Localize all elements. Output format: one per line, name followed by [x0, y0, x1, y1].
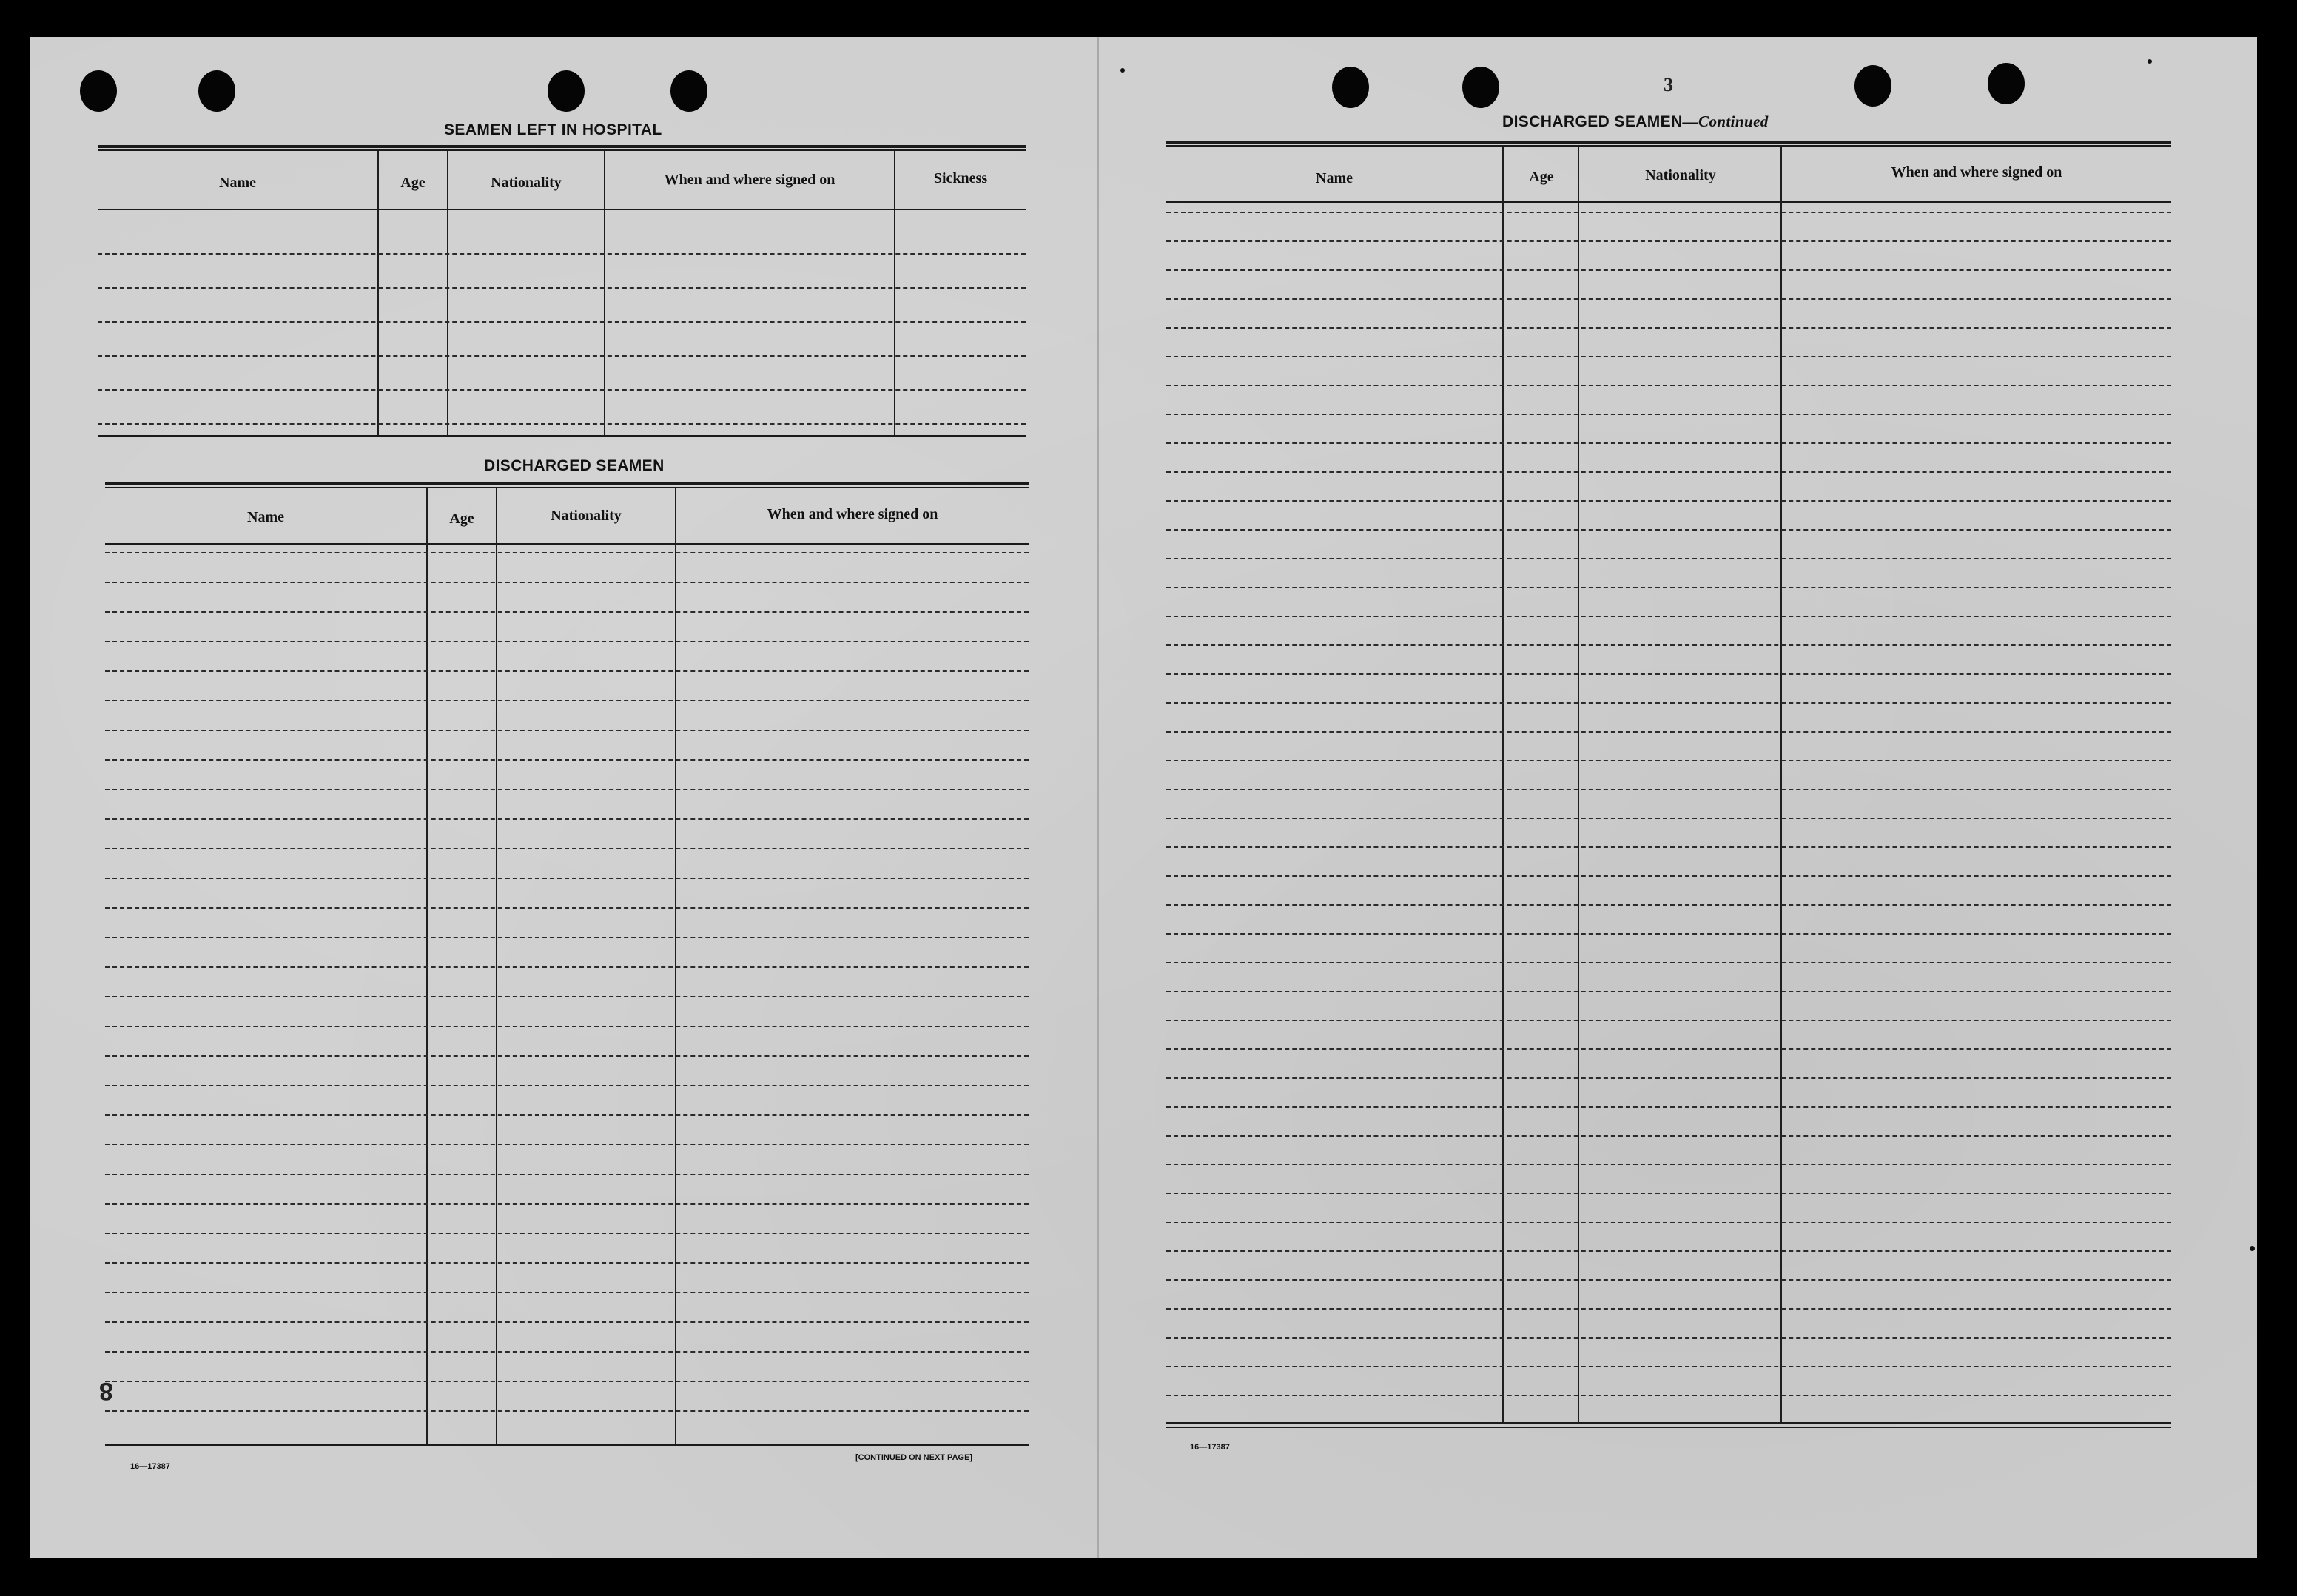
table-bottom-rule: [98, 435, 1026, 437]
ink-speck: [2250, 1246, 2255, 1251]
column-separator: [377, 151, 379, 435]
entry-line: [1166, 558, 2171, 559]
entry-line: [105, 552, 1029, 553]
entry-line: [1166, 1337, 2171, 1339]
entry-line: [105, 1381, 1029, 1382]
entry-line: [105, 759, 1029, 761]
form-number: 16—17387: [130, 1462, 170, 1471]
entry-line: [1166, 1222, 2171, 1223]
entry-line: [1166, 587, 2171, 588]
entry-line: [1166, 500, 2171, 502]
entry-line: [1166, 644, 2171, 646]
table-top-rule: [98, 149, 1026, 151]
page-fold: [1097, 37, 1099, 1558]
entry-line: [105, 1026, 1029, 1027]
margin-page-mark: 8: [99, 1377, 113, 1405]
entry-line: [105, 700, 1029, 701]
entry-line: [105, 996, 1029, 997]
entry-line: [1166, 240, 2171, 242]
entry-line: [105, 966, 1029, 968]
entry-line: [98, 355, 1026, 357]
entry-line: [1166, 1048, 2171, 1050]
punch-hole: [80, 70, 117, 112]
entry-line: [1166, 1135, 2171, 1137]
table-top-rule: [1166, 145, 2171, 147]
column-header-signed-on: When and where signed on: [1891, 164, 2062, 181]
entry-line: [105, 641, 1029, 642]
entry-line: [1166, 385, 2171, 386]
entry-line: [105, 1292, 1029, 1293]
entry-line: [1166, 760, 2171, 761]
ink-speck: [2148, 59, 2152, 64]
entry-line: [1166, 731, 2171, 733]
entry-line: [105, 1203, 1029, 1205]
entry-line: [1166, 846, 2171, 848]
entry-line: [98, 287, 1026, 289]
entry-line: [1166, 356, 2171, 357]
entry-line: [1166, 471, 2171, 473]
entry-line: [1166, 414, 2171, 415]
entry-line: [105, 1321, 1029, 1323]
entry-line: [105, 878, 1029, 879]
entry-line: [105, 1144, 1029, 1145]
entry-line: [1166, 875, 2171, 877]
entry-line: [1166, 327, 2171, 329]
page-number: 3: [1664, 74, 1673, 95]
table-bottom-rule: [1166, 1427, 2171, 1428]
entry-line: [105, 1233, 1029, 1234]
entry-line: [1166, 673, 2171, 675]
column-separator: [604, 151, 605, 435]
column-header-age: Age: [449, 511, 474, 527]
column-header-signed-on: When and where signed on: [664, 172, 835, 188]
entry-line: [98, 389, 1026, 391]
entry-line: [98, 321, 1026, 323]
column-separator: [1578, 147, 1579, 1422]
entry-line: [105, 1174, 1029, 1175]
header-bottom-rule: [105, 543, 1029, 545]
table-top-rule: [105, 487, 1029, 488]
entry-line: [1166, 818, 2171, 819]
entry-line: [105, 670, 1029, 672]
entry-line: [1166, 1366, 2171, 1367]
entry-line: [1166, 962, 2171, 963]
entry-line: [1166, 212, 2171, 213]
punch-hole: [1988, 63, 2025, 104]
table-bottom-rule: [105, 1444, 1029, 1446]
entry-line: [105, 1410, 1029, 1412]
punch-hole: [1332, 67, 1369, 108]
discharged-continued-title: [1502, 112, 1769, 131]
entry-line: [1166, 1395, 2171, 1396]
entry-line: [105, 907, 1029, 909]
entry-line: [1166, 991, 2171, 992]
entry-line: [1166, 616, 2171, 617]
entry-line: [105, 818, 1029, 820]
entry-line: [105, 937, 1029, 938]
entry-line: [105, 1085, 1029, 1086]
punch-hole: [670, 70, 707, 112]
header-bottom-rule: [1166, 201, 2171, 203]
entry-line: [1166, 269, 2171, 271]
discharged-continued-table: [1166, 141, 2171, 1430]
punch-hole: [198, 70, 235, 112]
entry-line: [105, 730, 1029, 731]
punch-hole: [1854, 65, 1891, 107]
entry-line: [1166, 1193, 2171, 1194]
entry-line: [1166, 1020, 2171, 1021]
continued-note: [CONTINUED ON NEXT PAGE]: [855, 1453, 973, 1462]
punch-hole: [548, 70, 585, 112]
entry-line: [105, 1262, 1029, 1264]
entry-line: [1166, 1164, 2171, 1165]
entry-line: [1166, 1250, 2171, 1252]
entry-line: [105, 1114, 1029, 1116]
header-bottom-rule: [98, 209, 1026, 210]
entry-line: [1166, 904, 2171, 906]
entry-line: [1166, 1106, 2171, 1108]
column-header-nationality: Nationality: [551, 508, 622, 524]
column-header-sickness: Sickness: [933, 170, 988, 186]
entry-line: [1166, 789, 2171, 790]
column-separator: [1780, 147, 1782, 1422]
entry-line: [1166, 529, 2171, 531]
column-separator: [1502, 147, 1504, 1422]
entry-line: [1166, 702, 2171, 704]
entry-line: [1166, 933, 2171, 935]
hospital-section-title: SEAMEN LEFT IN HOSPITAL: [444, 121, 662, 138]
ink-speck: [1120, 68, 1125, 73]
form-number: 16—17387: [1190, 1443, 1230, 1452]
entry-line: [1166, 298, 2171, 300]
entry-line: [105, 789, 1029, 790]
column-header-name: Name: [219, 175, 256, 191]
discharged-continued-title-main: DISCHARGED SEAMEN: [1502, 113, 1683, 130]
table-top-rule: [98, 145, 1026, 148]
entry-line: [1166, 1279, 2171, 1281]
entry-line: [105, 1351, 1029, 1353]
entry-line: [98, 253, 1026, 255]
entry-line: [105, 1055, 1029, 1057]
entry-line: [98, 423, 1026, 425]
entry-line: [105, 611, 1029, 613]
column-header-name: Name: [1316, 170, 1353, 186]
column-header-age: Age: [1529, 169, 1554, 185]
entry-line: [1166, 1077, 2171, 1079]
punch-hole: [1462, 67, 1499, 108]
table-bottom-rule: [1166, 1422, 2171, 1424]
entry-line: [1166, 1308, 2171, 1310]
entry-line: [1166, 442, 2171, 444]
table-top-rule: [1166, 141, 2171, 144]
column-separator: [447, 151, 448, 435]
hospital-table: [98, 145, 1026, 437]
entry-line: [105, 848, 1029, 849]
continued-suffix: —Continued: [1682, 112, 1769, 130]
discharged-table: [105, 482, 1029, 1446]
column-header-signed-on: When and where signed on: [767, 506, 938, 522]
column-separator: [894, 151, 895, 435]
discharged-section-title: DISCHARGED SEAMEN: [484, 457, 665, 474]
column-header-nationality: Nationality: [1645, 167, 1716, 183]
table-top-rule: [105, 482, 1029, 485]
column-header-name: Name: [247, 509, 284, 525]
column-header-age: Age: [400, 175, 426, 191]
entry-line: [105, 582, 1029, 583]
column-header-nationality: Nationality: [491, 175, 562, 191]
